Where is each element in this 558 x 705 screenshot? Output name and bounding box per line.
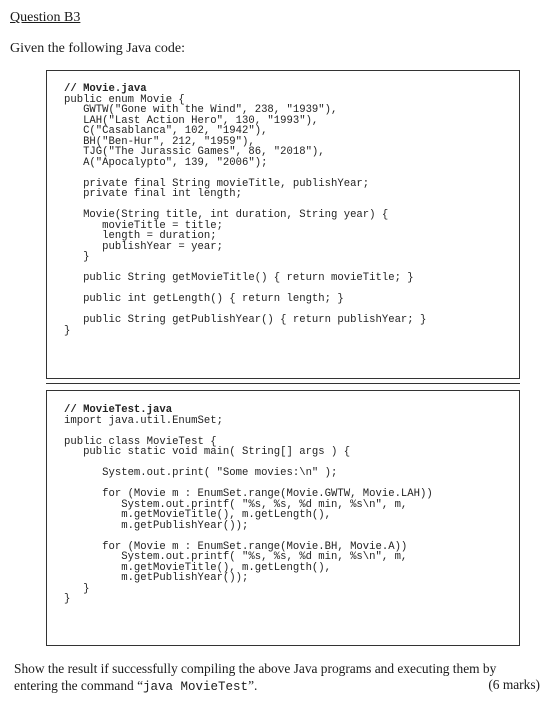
command-text: java MovieTest bbox=[143, 680, 249, 694]
code-separator bbox=[46, 383, 520, 384]
movietest-code-comment: // MovieTest.java bbox=[64, 404, 173, 416]
movietest-code bbox=[64, 405, 433, 605]
movie-code-body: public enum Movie { GWTW("Gone with the Wind", 238, "1939"), LAH("Last Action Hero", 130, "1993"), C("Casablanca", 102, "1942"), BH("Ben-Hur", 212, "1959"), TJG("The Jurassic Games", 86, "2018"), A("Apocalypto", 139, "2006"); private final String movieTitle, publishYear; private final int length; Movie(String title, int duration, String year) { movieTitle = title; length = duration; publishYear = year; } public String getMovieTitle() { return movieTitle; } public int getLength() { return length; } public String getPublishYear() { return publishYear; } } bbox=[64, 93, 427, 337]
movietest-code-body: import java.util.EnumSet; public class MovieTest { public static void main( String[] args ) { System.out.print( "Some movies:\n" ); for (Movie m : EnumSet.range(Movie.GWTW, Movie.LAH)) System.out.printf( "%s, %s, %d min, %s\n", m, m.getMovieTitle(), m.getLength(), m.getPublishYear()); for (Movie m : EnumSet.range(Movie.BH, Movie.A)) System.out.printf( "%s, %s, %d min, %s\n", m, m.getMovieTitle(), m.getLength(), m.getPublishYear()); } } bbox=[64, 414, 433, 605]
question-intro: Given the following Java code: bbox=[10, 41, 185, 56]
marks-label: (6 marks) bbox=[488, 677, 540, 692]
movietest-code-box bbox=[46, 390, 520, 646]
question-instruction bbox=[14, 660, 540, 696]
instruction-text-end: ”. bbox=[248, 678, 258, 693]
movie-code-comment: // Movie.java bbox=[64, 83, 147, 95]
instruction-text: Show the result if successfully compiling the above Java programs and executing them by entering the command “ bbox=[14, 661, 497, 693]
movie-code-box bbox=[46, 70, 520, 379]
question-heading: Question B3 bbox=[10, 10, 81, 25]
movie-code bbox=[64, 84, 426, 336]
